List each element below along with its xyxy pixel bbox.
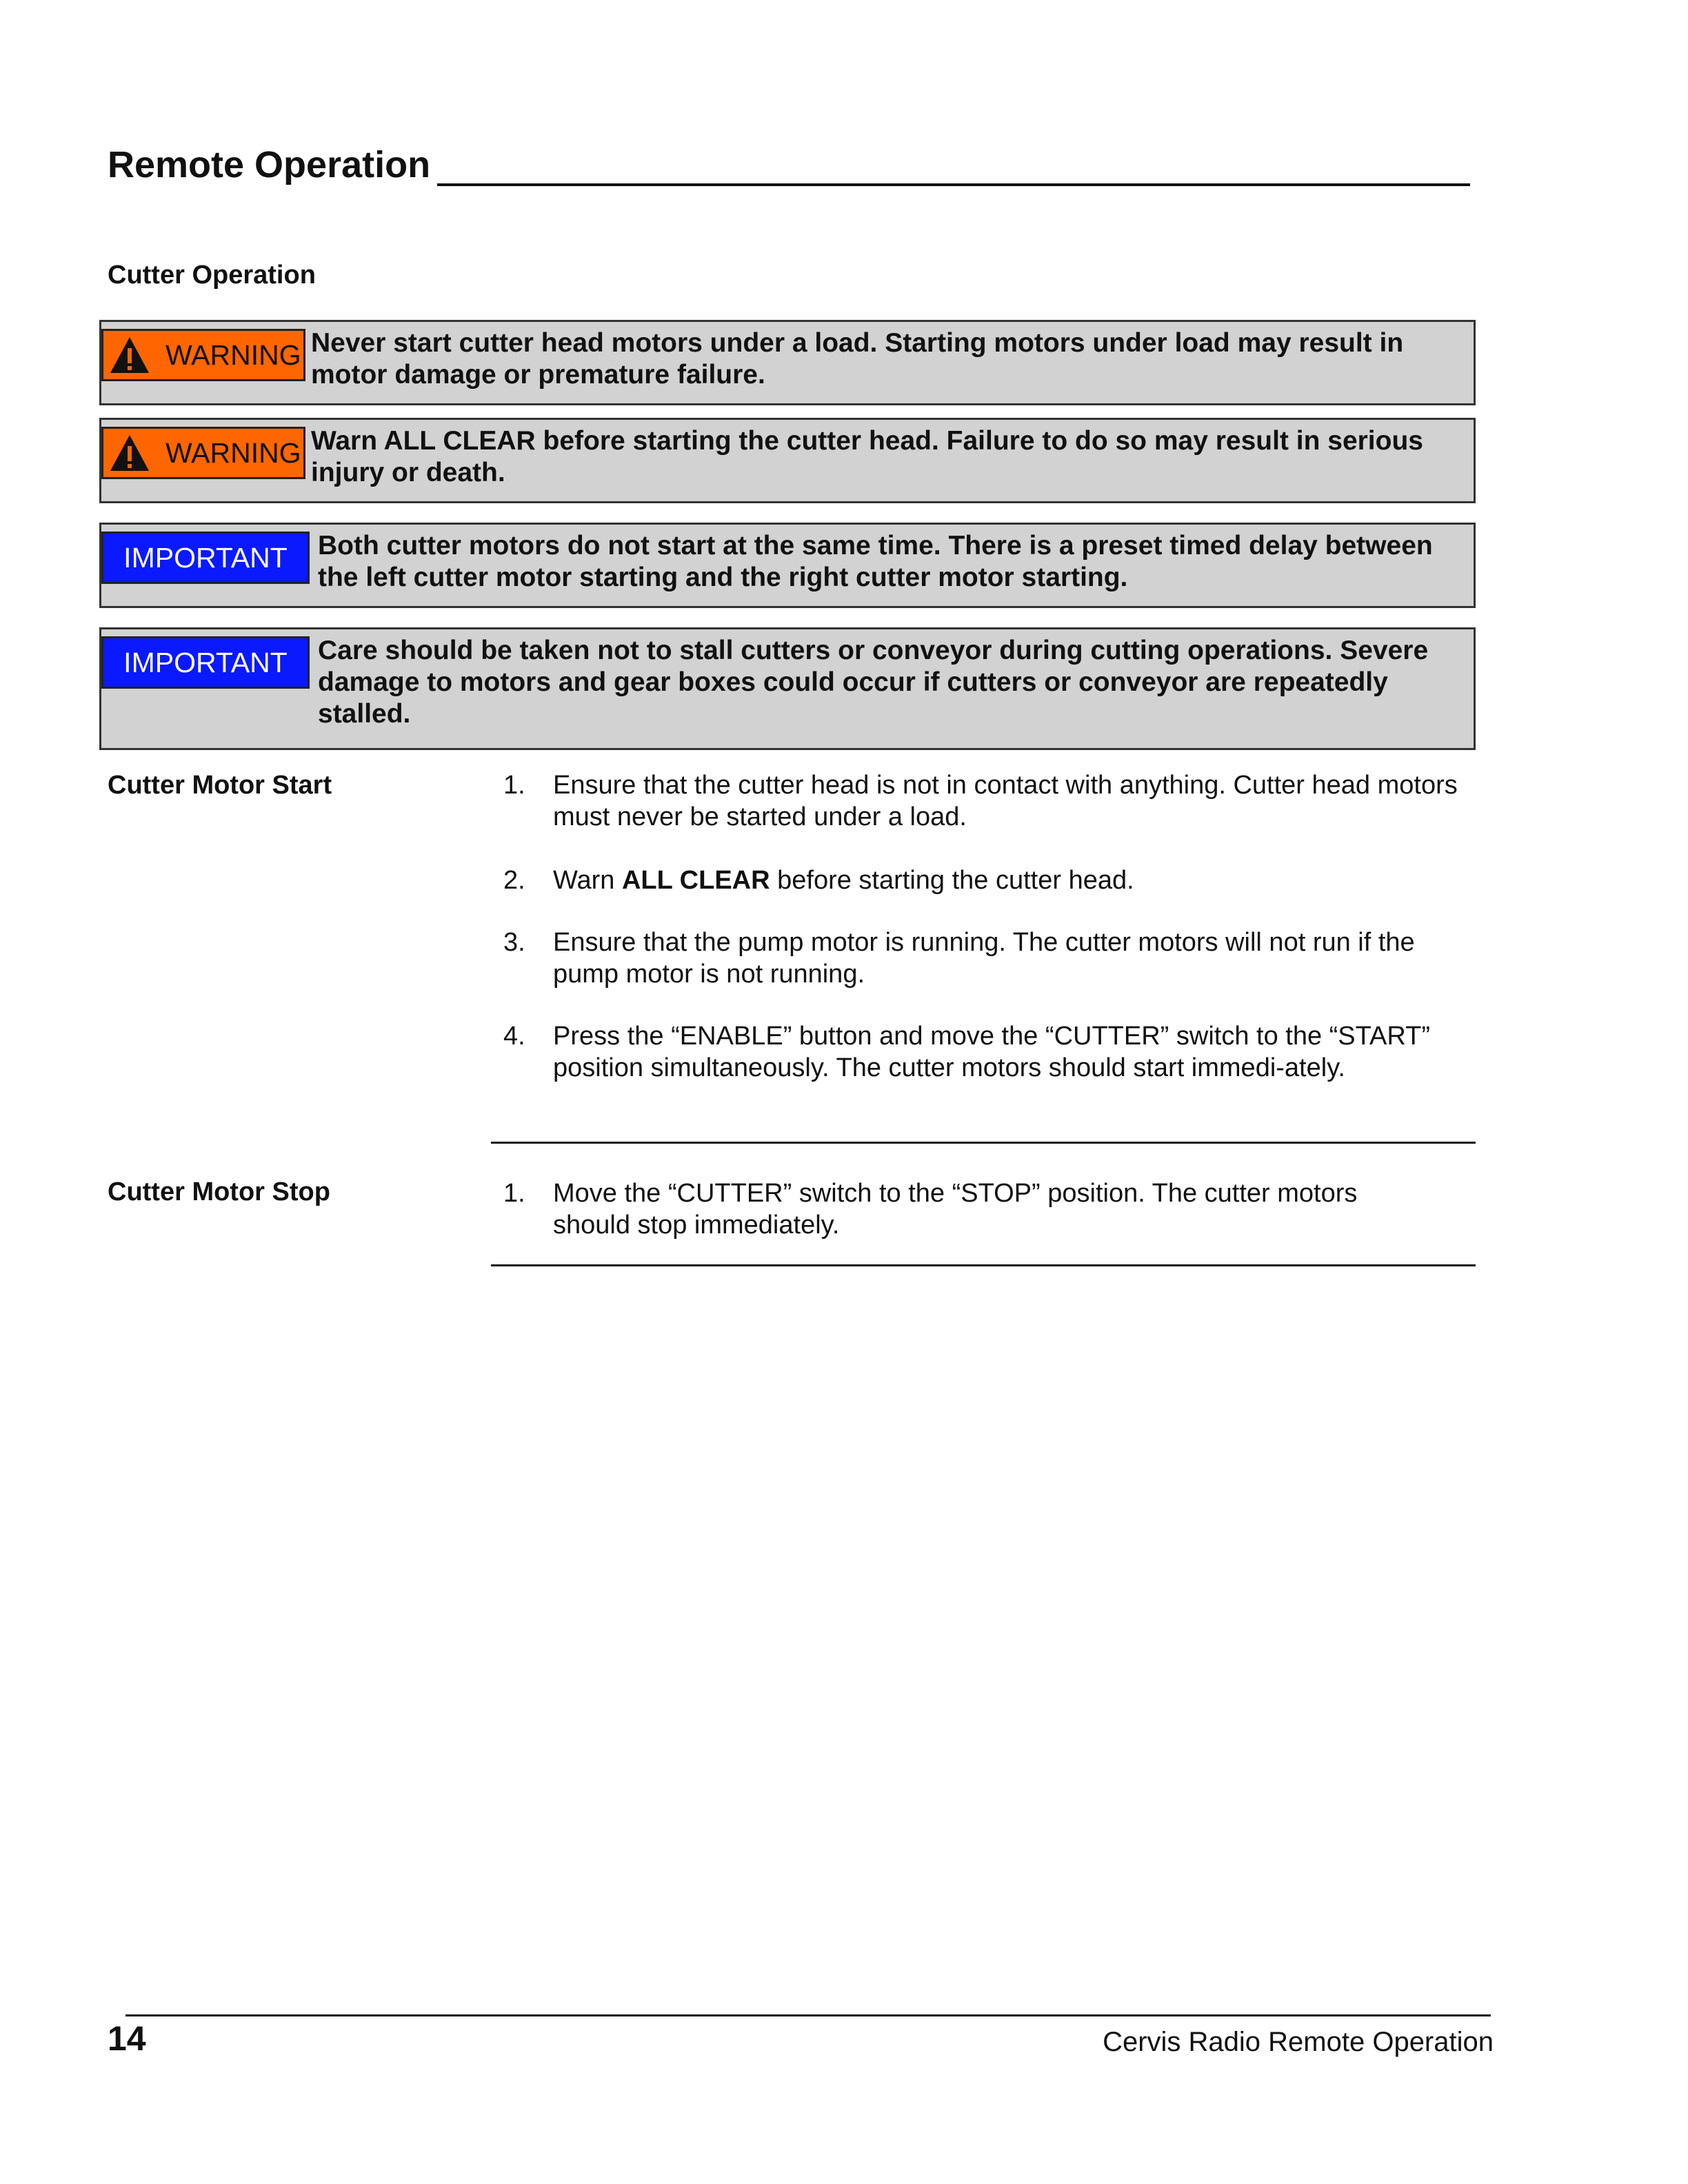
step-text-bold: ALL CLEAR xyxy=(621,866,770,895)
step-text xyxy=(553,865,1483,896)
step-text: Ensure that the pump motor is running. The cutter motors will not run if the pump motor is not running. xyxy=(553,928,1415,989)
step-text: Move the “CUTTER” switch to the “STOP” position. The cutter motors should stop immediately. xyxy=(553,1179,1358,1240)
section-heading: Cutter Operation xyxy=(108,261,316,290)
page-number: 14 xyxy=(108,2019,146,2058)
important-badge xyxy=(101,532,310,584)
page-header xyxy=(108,143,1470,192)
section-divider xyxy=(491,1142,1476,1144)
important-notice xyxy=(99,627,1476,750)
warning-notice xyxy=(99,418,1476,503)
notice-text: Never start cutter head motors under a load. Starting motors under load may result in motor damage or premature failure. xyxy=(311,328,1404,390)
step-number: 1. xyxy=(503,1179,525,1208)
procedure-label-stop: Cutter Motor Stop xyxy=(108,1177,330,1206)
step-text-post: before starting the cutter head. xyxy=(770,866,1134,895)
important-label: IMPORTANT xyxy=(123,646,288,678)
procedure-step xyxy=(503,927,1483,990)
step-text: Press the “ENABLE” button and move the “CUTTER” switch to the “START” position simultaneously. The cutter motors should start immedi-ately. xyxy=(553,1022,1431,1082)
procedure-label-start: Cutter Motor Start xyxy=(108,771,332,800)
step-text: Ensure that the cutter head is not in contact with anything. Cutter head motors must never be started under a load. xyxy=(553,771,1458,831)
warning-label: WARNING xyxy=(165,436,301,469)
step-number: 1. xyxy=(503,771,525,800)
warning-badge xyxy=(101,427,305,479)
notice-text: Care should be taken not to stall cutters or conveyor during cutting operations. Severe damage to motors and gear boxes could occur if cutters or conveyor are repeatedly stalled. xyxy=(318,636,1429,729)
step-number: 3. xyxy=(503,928,525,957)
warning-label: WARNING xyxy=(165,338,301,371)
step-number: 2. xyxy=(503,866,525,895)
notice-text: Both cutter motors do not start at the same time. There is a preset timed delay between the left cutter motor starting and the right cutter motor starting. xyxy=(318,531,1433,592)
footer-doc-title: Cervis Radio Remote Operation xyxy=(1103,2027,1494,2057)
page-title: Remote Operation xyxy=(108,143,437,186)
important-notice xyxy=(99,523,1476,608)
important-badge xyxy=(101,636,310,689)
warning-triangle-icon xyxy=(109,336,150,374)
procedure-step xyxy=(503,1177,1483,1241)
warning-notice xyxy=(99,320,1476,405)
important-label: IMPORTANT xyxy=(123,541,288,574)
notice-text: Warn ALL CLEAR before starting the cutter head. Failure to do so may result in serious injury or death. xyxy=(311,426,1423,487)
procedure-step xyxy=(503,865,1483,896)
step-text-pre: Warn xyxy=(553,866,622,895)
section-divider xyxy=(491,1264,1476,1266)
step-number: 4. xyxy=(503,1022,525,1051)
procedure-step xyxy=(503,769,1483,833)
warning-triangle-icon xyxy=(109,434,150,472)
warning-badge xyxy=(101,329,305,381)
procedure-step xyxy=(503,1020,1483,1115)
footer-rule xyxy=(125,2014,1491,2016)
